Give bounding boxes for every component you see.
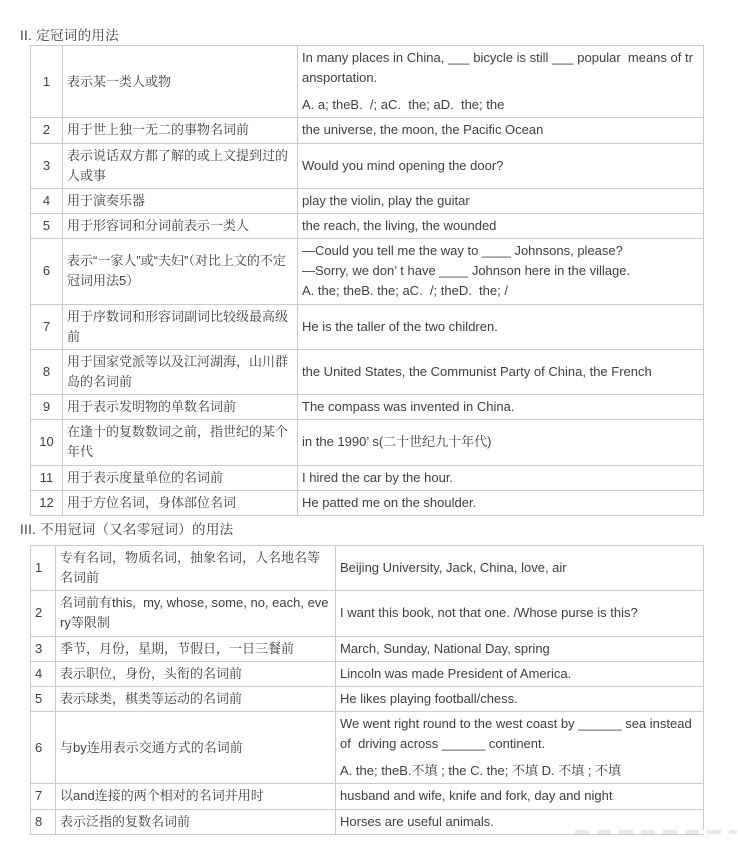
row-number: 3 xyxy=(31,636,56,661)
rule-description: 表示“一家人”或“夫妇”（对比上文的不定冠词用法5） xyxy=(63,239,298,304)
table-row xyxy=(31,490,704,515)
row-number: 11 xyxy=(31,465,63,490)
rule-description: 与by连用表示交通方式的名词前 xyxy=(56,711,336,783)
rule-description: 表示球类，棋类等运动的名词前 xyxy=(56,686,336,711)
rule-description: 季节，月份，星期，节假日，一日三餐前 xyxy=(56,636,336,661)
table-row xyxy=(31,349,704,394)
rule-example: the universe, the moon, the Pacific Ocean xyxy=(298,118,704,143)
table-row xyxy=(31,304,704,349)
table-row xyxy=(31,784,704,809)
table-row xyxy=(31,213,704,238)
table-row xyxy=(31,465,704,490)
rule-example: The compass was invented in China. xyxy=(298,395,704,420)
row-number: 6 xyxy=(31,711,56,783)
row-number: 10 xyxy=(31,420,63,465)
row-number: 2 xyxy=(31,591,56,636)
rule-example: play the violin, play the guitar xyxy=(298,188,704,213)
rule-example: I hired the car by the hour. xyxy=(298,465,704,490)
faint-watermark xyxy=(575,830,737,834)
rule-example: the reach, the living, the wounded xyxy=(298,213,704,238)
rule-example: He likes playing football/chess. xyxy=(336,686,704,711)
rule-example: March, Sunday, National Day, spring xyxy=(336,636,704,661)
table-row xyxy=(31,188,704,213)
row-number: 4 xyxy=(31,661,56,686)
rule-example: husband and wife, knife and fork, day and night xyxy=(336,784,704,809)
rule-description: 表示某一类人或物 xyxy=(63,46,298,118)
rule-description: 表示说话双方都了解的或上文提到过的人或事 xyxy=(63,143,298,188)
row-number: 3 xyxy=(31,143,63,188)
table-row xyxy=(31,395,704,420)
rule-description: 用于世上独一无二的事物名词前 xyxy=(63,118,298,143)
rule-description: 用于国家党派等以及江河湖海，山川群岛的名词前 xyxy=(63,349,298,394)
row-number: 7 xyxy=(31,784,56,809)
rule-example: Lincoln was made President of America. xyxy=(336,661,704,686)
row-number: 1 xyxy=(31,46,63,118)
section-title-zero-article: III. 不用冠词（又名零冠词）的用法 xyxy=(20,522,234,537)
rule-example: Horses are useful animals. xyxy=(336,809,704,834)
rule-description: 表示泛指的复数名词前 xyxy=(56,809,336,834)
rule-example: He patted me on the shoulder. xyxy=(298,490,704,515)
rule-description: 用于演奏乐器 xyxy=(63,188,298,213)
rule-example: Would you mind opening the door? xyxy=(298,143,704,188)
table-row xyxy=(31,711,704,783)
rule-example: in the 1990’ s(二十世纪九十年代) xyxy=(298,420,704,465)
table-row xyxy=(31,46,704,118)
rule-description: 用于序数词和形容词副词比较级最高级前 xyxy=(63,304,298,349)
table-row xyxy=(31,591,704,636)
rule-description: 用于表示度量单位的名词前 xyxy=(63,465,298,490)
row-number: 7 xyxy=(31,304,63,349)
rule-example: Beijing University, Jack, China, love, air xyxy=(336,546,704,591)
table-row xyxy=(31,420,704,465)
rule-example: He is the taller of the two children. xyxy=(298,304,704,349)
table-row xyxy=(31,118,704,143)
rule-example: I want this book, not that one. /Whose purse is this? xyxy=(336,591,704,636)
section-title-definite-article: II. 定冠词的用法 xyxy=(20,28,120,43)
row-number: 5 xyxy=(31,686,56,711)
row-number: 9 xyxy=(31,395,63,420)
rule-description: 名词前有this, my, whose, some, no, each, every等限制 xyxy=(56,591,336,636)
row-number: 4 xyxy=(31,188,63,213)
rule-description: 以and连接的两个相对的名词并用时 xyxy=(56,784,336,809)
definite-article-table xyxy=(30,45,704,516)
row-number: 8 xyxy=(31,349,63,394)
rule-example: We went right round to the west coast by ______ sea instead of driving across ______ continent. A. the; theB.不填 ; the C. the; 不填 D. 不填 ; 不填 xyxy=(336,711,704,783)
table-row xyxy=(31,546,704,591)
rule-example: In many places in China, ___ bicycle is still ___ popular means of transportation. A. a; theB. /; aC. the; aD. the; the xyxy=(298,46,704,118)
rule-description: 用于方位名词，身体部位名词 xyxy=(63,490,298,515)
row-number: 6 xyxy=(31,239,63,304)
zero-article-table xyxy=(30,545,704,835)
row-number: 8 xyxy=(31,809,56,834)
rule-description: 专有名词，物质名词，抽象名词，人名地名等名词前 xyxy=(56,546,336,591)
rule-description: 用于形容词和分词前表示一类人 xyxy=(63,213,298,238)
table-row xyxy=(31,239,704,304)
rule-description: 在逢十的复数数词之前，指世纪的某个年代 xyxy=(63,420,298,465)
rule-example: the United States, the Communist Party of China, the French xyxy=(298,349,704,394)
table-row xyxy=(31,661,704,686)
row-number: 1 xyxy=(31,546,56,591)
rule-example: —Could you tell me the way to ____ Johnsons, please? —Sorry, we don’ t have ____ Johnson here in the village. A. the; theB. the; aC. /; theD. the; / xyxy=(298,239,704,304)
row-number: 5 xyxy=(31,213,63,238)
rule-description: 用于表示发明物的单数名词前 xyxy=(63,395,298,420)
table-row xyxy=(31,686,704,711)
table-row xyxy=(31,143,704,188)
row-number: 2 xyxy=(31,118,63,143)
row-number: 12 xyxy=(31,490,63,515)
rule-description: 表示职位，身份，头衔的名词前 xyxy=(56,661,336,686)
table-row xyxy=(31,636,704,661)
